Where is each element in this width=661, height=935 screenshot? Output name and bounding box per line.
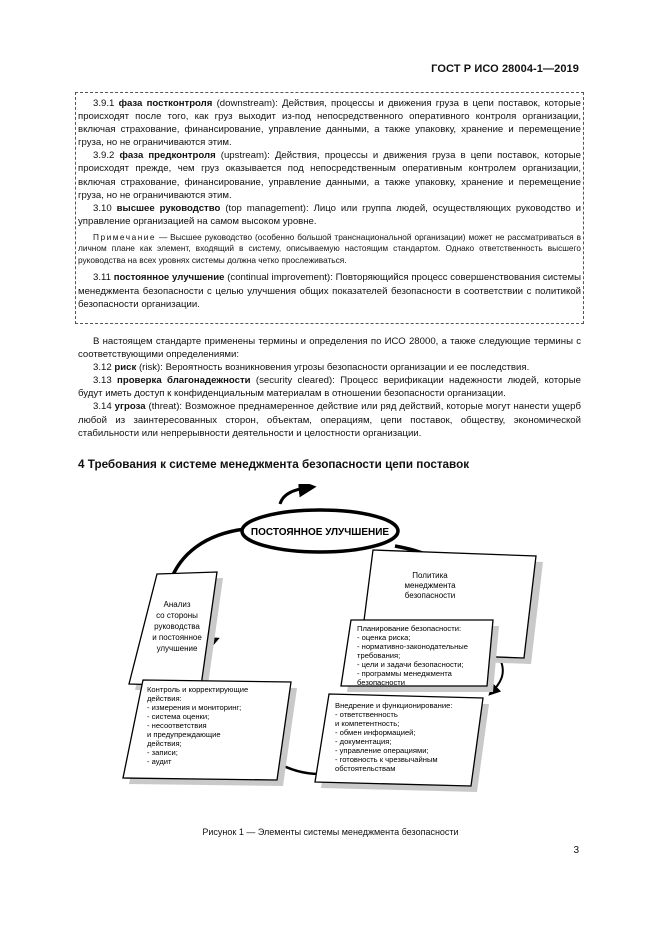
figure-diagram	[95, 484, 565, 799]
svg-text:обстоятельствам: обстоятельствам	[335, 764, 396, 773]
svg-text:- аудит: - аудит	[147, 757, 172, 766]
term-3-9-2: 3.9.2 фаза предконтроля (upstream): Действия, процессы и движения груза в цепи поставок, которые происходят прежде, чем груз оказывается под непосредственным оперативным контролем организации, включая страхование, финансирование, управление данными, а также упаковку, хранение и перемещение груза, но не ограничиваются этим.	[78, 150, 581, 201]
term-3-14: 3.14 угроза (threat): Возможное преднамеренное действие или ряд действий, которые могут нанести ущерб любой из заинтересованных сторон, объектам, операциям, цепи поставок, обществу, экономической стабильности или непрерывности деятельности и целостности организации.	[78, 401, 581, 439]
svg-text:- ответственность: - ответственность	[335, 710, 398, 719]
svg-text:со стороны: со стороны	[156, 611, 198, 620]
svg-text:- измерения и мониторинг;: - измерения и мониторинг;	[147, 703, 242, 712]
term-3-10: 3.10 высшее руководство (top management): Лицо или группа людей, осуществляющих руководство и управление организацией на самом высоком уровне.	[78, 202, 582, 227]
term-3-11: 3.11 постоянное улучшение (continual improvement): Повторяющийся процесс совершенствования системы менеджмента безопасности с целью улучшения общих показателей безопасности в соответствии с политикой безопасности организации.	[78, 272, 581, 310]
term-3-13: 3.13 проверка благонадежности (security cleared): Процесс верификации надежности людей, которые будут иметь доступ к конфиденциальным материалам в отношении безопасности организации.	[78, 375, 581, 400]
svg-text:- документация;: - документация;	[335, 737, 392, 746]
page-number: 3	[573, 845, 579, 856]
figure-caption: Рисунок 1 — Элементы системы менеджмента безопасности	[202, 827, 459, 837]
svg-text:безопасности: безопасности	[404, 591, 456, 600]
document-code: ГОСТ Р ИСО 28004-1—2019	[431, 63, 579, 75]
svg-text:менеджмента: менеджмента	[404, 581, 456, 590]
svg-text:улучшение: улучшение	[156, 644, 198, 653]
svg-text:безопасности: безопасности	[357, 678, 406, 687]
svg-text:Анализ: Анализ	[163, 600, 191, 609]
svg-text:- управление операциями;: - управление операциями;	[335, 746, 429, 755]
svg-text:- оценка риска;: - оценка риска;	[357, 633, 411, 642]
svg-text:Планирование безопасности:: Планирование безопасности:	[357, 624, 462, 633]
svg-text:- система оценки;: - система оценки;	[147, 712, 210, 721]
svg-text:- цели и задачи безопасности;: - цели и задачи безопасности;	[357, 660, 464, 669]
svg-text:- готовность к чрезвычайным: - готовность к чрезвычайным	[335, 755, 438, 764]
loop-arrow-top	[280, 487, 313, 504]
section-title: 4 Требования к системе менеджмента безопасности цепи поставок	[78, 458, 470, 471]
term-3-9-1: 3.9.1 фаза постконтроля (downstream): Действия, процессы и движения груза в цепи поставок, которые происходят после того, как груз выходит из-под непосредственного оперативного контроля организации, включая страхование, финансирование, управление данными, а также упаковку, хранение и перемещение груза, но не ограничиваются этим.	[78, 98, 581, 149]
svg-text:- записи;: - записи;	[147, 748, 178, 757]
terms-intro: В настоящем стандарте применены термины и определения по ИСО 28000, а также следующие термины с соответствующими определениями:	[78, 336, 581, 361]
svg-text:- обмен информацией;: - обмен информацией;	[335, 728, 416, 737]
svg-text:руководства: руководства	[154, 622, 200, 631]
svg-text:Политика: Политика	[412, 571, 448, 580]
svg-text:действия:: действия:	[147, 694, 182, 703]
oval-label: ПОСТОЯННОЕ УЛУЧШЕНИЕ	[250, 527, 390, 538]
svg-text:и постоянное: и постоянное	[152, 633, 202, 642]
svg-text:- несоответствия: - несоответствия	[147, 721, 207, 730]
svg-text:требования;: требования;	[357, 651, 401, 660]
svg-text:действия;: действия;	[147, 739, 182, 748]
term-3-12: 3.12 риск (risk): Вероятность возникновения угрозы безопасности организации и ее последствия.	[93, 362, 530, 374]
terms-box-content	[78, 97, 581, 311]
svg-text:- программы менеджмента: - программы менеджмента	[357, 669, 452, 678]
svg-text:- нормативно-законодательные: - нормативно-законодательные	[357, 642, 468, 651]
terms-main-content	[78, 335, 581, 440]
svg-text:и предупреждающие: и предупреждающие	[147, 730, 221, 739]
svg-text:Внедрение и функционирование:: Внедрение и функционирование:	[335, 701, 453, 710]
svg-text:и компетентность;: и компетентность;	[335, 719, 400, 728]
svg-text:Контроль и корректирующие: Контроль и корректирующие	[147, 685, 249, 694]
note-top-management: Примечание — Высшее руководство (особенно большой транснациональной организации) может не рассматриваться в личном плане как элемент, входящий в систему, описываемую настоящим стандартом. Однако ответственность высшего руководства на всех уровнях системы должна четко прослеживаться.	[78, 231, 581, 265]
